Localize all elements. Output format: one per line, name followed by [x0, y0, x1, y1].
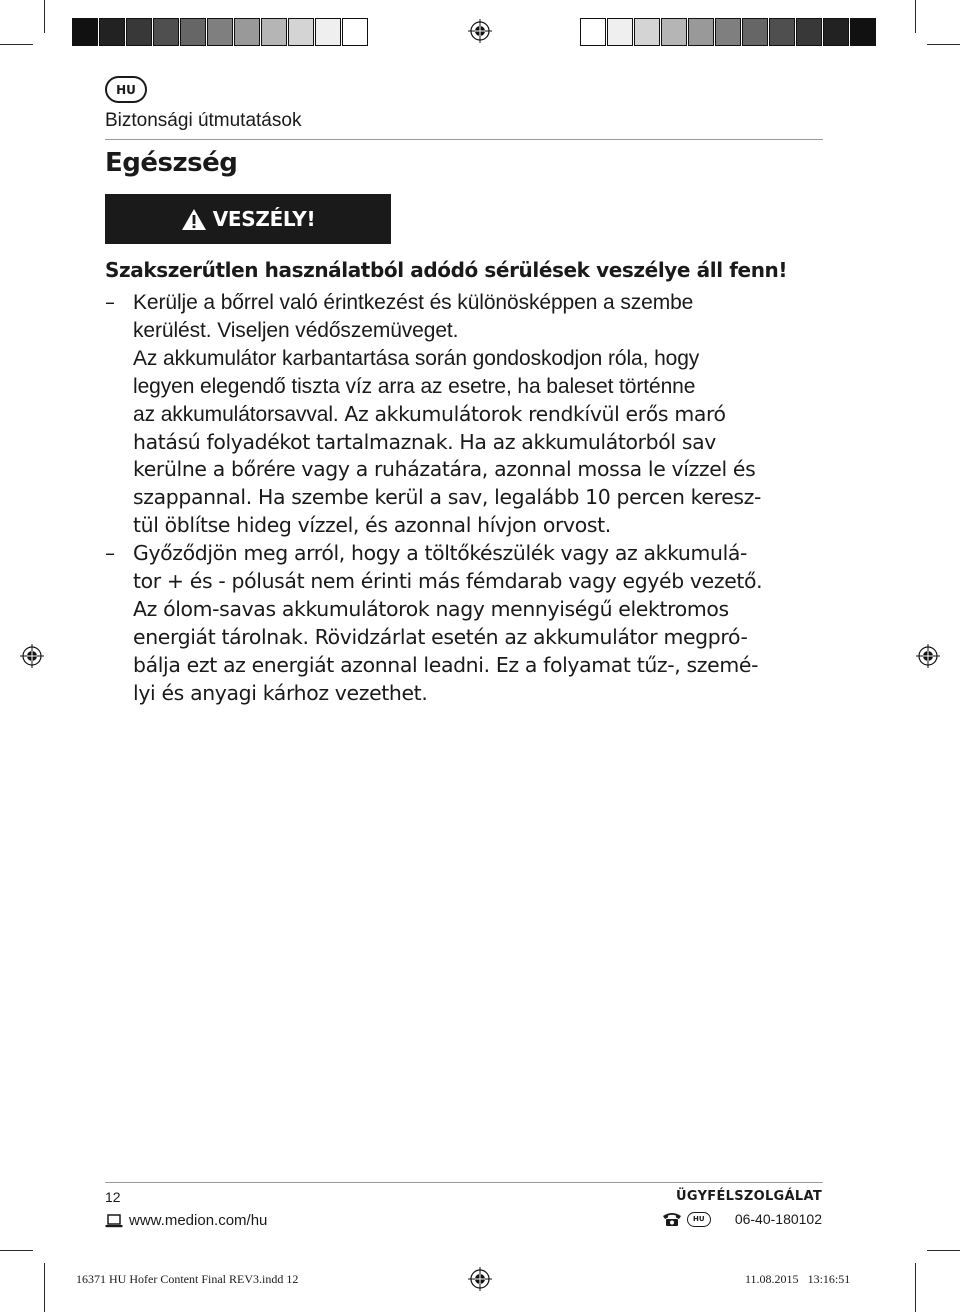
color-swatch — [126, 18, 152, 46]
bullet-dash: – — [105, 290, 115, 314]
page-number: 12 — [105, 1189, 121, 1205]
bullet-dash: – — [105, 541, 115, 566]
warning-triangle-icon — [181, 208, 207, 231]
registration-mark-icon — [916, 644, 940, 668]
color-swatch — [796, 18, 822, 46]
color-swatch — [153, 18, 179, 46]
color-swatch — [661, 18, 687, 46]
color-swatch — [688, 18, 714, 46]
color-swatch — [288, 18, 314, 46]
color-swatch — [823, 18, 849, 46]
crop-mark — [927, 44, 960, 45]
crop-mark — [0, 44, 33, 45]
crop-mark — [927, 1250, 960, 1251]
text-line: Győződjön meg arról, hogy a töltőkészülék vagy az akkumulá- — [133, 541, 748, 566]
color-swatch — [315, 18, 341, 46]
text-fragment: Az akkumulátorok rendkívül erős maró — [344, 401, 726, 426]
text-line: tor + és - pólusát nem érinti más fémdarab vagy egyéb vezető. — [133, 569, 763, 594]
slug-date: 11.08.2015 — [745, 1272, 799, 1286]
text-line: szappannal. Ha szembe kerül a sav, legalább 10 percen keresz- — [133, 485, 762, 510]
slug-file: 16371 HU Hofer Content Final REV3.indd 12 — [76, 1272, 299, 1286]
crop-mark — [0, 1250, 33, 1251]
color-swatch — [72, 18, 98, 46]
danger-box — [105, 194, 391, 244]
text-line: tül öblítse hideg vízzel, és azonnal hívjon orvost. — [133, 513, 611, 538]
text-line: Kerülje a bőrrel való érintkezést és különösképpen a szembe — [133, 291, 694, 314]
website — [105, 1212, 267, 1229]
phone-number: 06-40-180102 — [734, 1211, 822, 1227]
warning-statement: Szakszerűtlen használatból adódó sérülések veszélye áll fenn! — [105, 258, 788, 282]
list-item — [105, 289, 825, 540]
text-fragment: az akkumulátorsavval. — [133, 402, 345, 426]
text-line: energiát tárolnak. Rövidzárlat esetén az akkumulátor megpró- — [133, 624, 748, 649]
crop-mark — [915, 1263, 916, 1312]
color-swatch — [234, 18, 260, 46]
registration-mark-icon — [468, 19, 492, 43]
header-divider — [105, 139, 823, 140]
registration-mark-icon — [468, 1267, 492, 1291]
crop-mark — [915, 0, 916, 33]
crop-mark — [44, 0, 45, 33]
color-bar-left — [72, 18, 369, 46]
slug-timestamp — [745, 1272, 850, 1287]
color-swatch — [342, 18, 368, 46]
color-swatch — [850, 18, 876, 46]
phone-contact — [661, 1211, 822, 1227]
color-swatch — [261, 18, 287, 46]
text-line: Az ólom-savas akkumulátorok nagy mennyiségű elektromos — [133, 596, 729, 621]
page-heading: Egészség — [105, 148, 238, 178]
slug-time: 13:16:51 — [807, 1272, 851, 1286]
color-swatch — [634, 18, 660, 46]
danger-label: VESZÉLY! — [212, 207, 316, 231]
text-line: kerülést. Viseljen védőszemüveget. — [133, 318, 459, 342]
color-swatch — [742, 18, 768, 46]
color-swatch — [715, 18, 741, 46]
color-swatch — [769, 18, 795, 46]
color-swatch — [99, 18, 125, 46]
section-label: Biztonsági útmutatások — [105, 110, 302, 131]
phone-country-badge: HU — [687, 1212, 711, 1227]
computer-icon — [105, 1214, 123, 1228]
footer-divider — [105, 1182, 823, 1183]
website-url[interactable]: www.medion.com/hu — [129, 1212, 268, 1229]
text-line: bálja ezt az energiát azonnal leadni. Ez a folyamat tűz-, szemé- — [133, 652, 759, 677]
color-bar-right — [580, 18, 877, 46]
text-line: Az akkumulátor karbantartása során gondoskodjon róla, hogy — [133, 346, 700, 370]
service-label: ÜGYFÉLSZOLGÁLAT — [676, 1189, 822, 1204]
text-line: lyi és anyagi kárhoz vezethet. — [133, 680, 428, 705]
text-line: kerülne a bőrére vagy a ruházatára, azonnal mossa le vízzel és — [133, 457, 756, 482]
color-swatch — [607, 18, 633, 46]
text-line: hatású folyadékot tartalmaznak. Ha az akkumulátorból sav — [133, 429, 716, 454]
color-swatch — [180, 18, 206, 46]
color-swatch — [207, 18, 233, 46]
text-line: legyen elegendő tiszta víz arra az esetre, ha baleset történne — [133, 374, 696, 398]
text-line — [133, 401, 825, 429]
bullet-list — [105, 289, 825, 708]
list-item — [105, 540, 825, 707]
color-swatch — [580, 18, 606, 46]
language-badge: HU — [105, 76, 147, 103]
crop-mark — [44, 1263, 45, 1312]
phone-icon — [661, 1211, 683, 1227]
registration-mark-icon — [20, 644, 44, 668]
